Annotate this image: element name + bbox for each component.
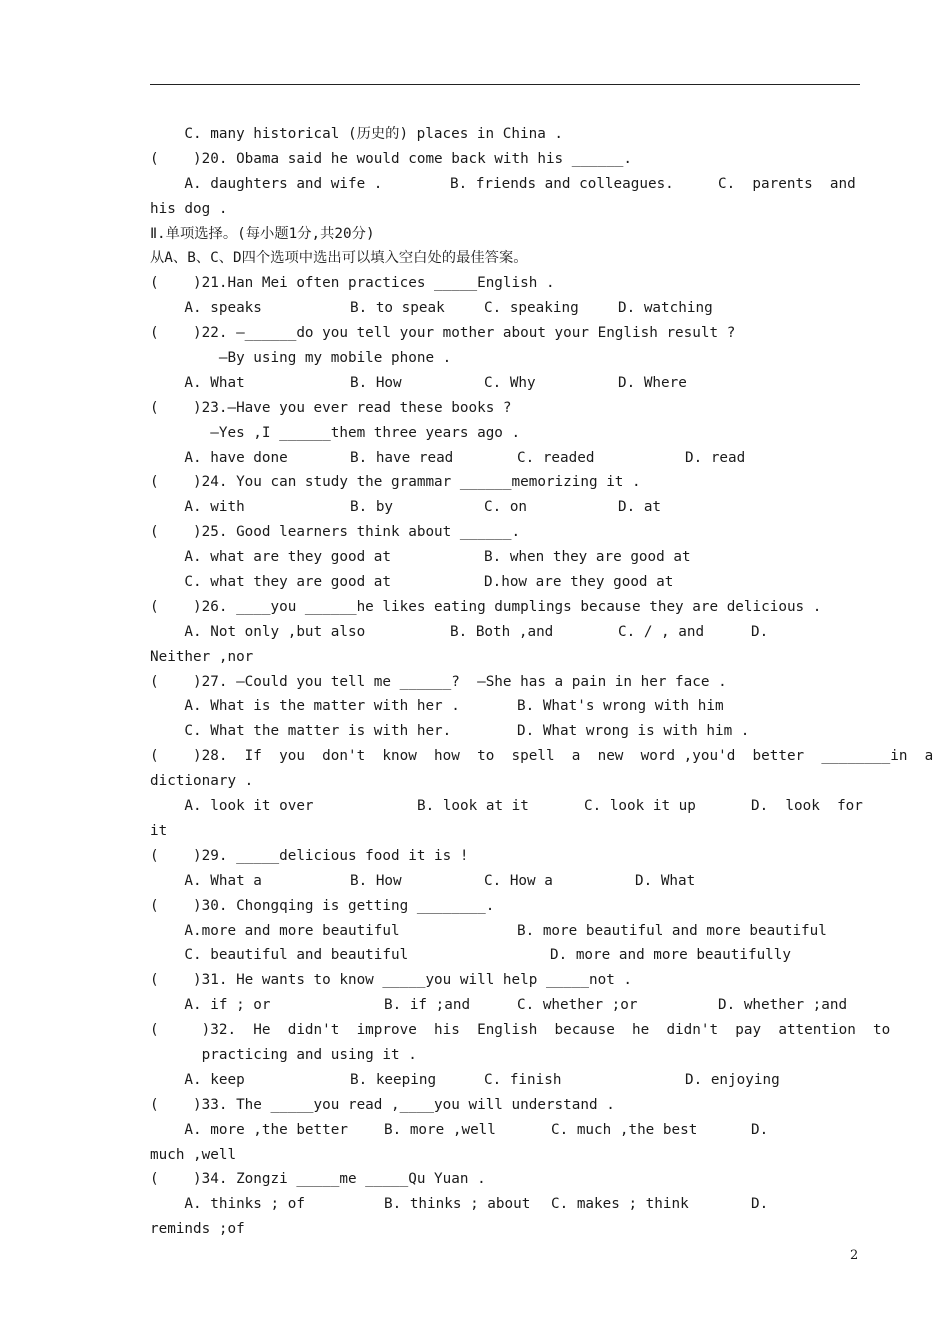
text-segment: C. speaking — [484, 300, 579, 317]
text-segment: A. daughters and wife . — [150, 175, 383, 192]
page-number: 2 — [850, 1248, 859, 1263]
text-segment: C. on — [484, 499, 528, 516]
text-segment: A. have done — [150, 449, 288, 466]
text-segment: D. watching — [618, 300, 713, 317]
text-line — [150, 719, 862, 744]
text-line — [150, 869, 862, 894]
text-segment: C. Why — [484, 374, 536, 391]
text-line — [150, 844, 862, 869]
text-segment: ( )33. The _____you read ,____you will understand . — [150, 1096, 615, 1113]
text-segment: B. by — [350, 499, 394, 516]
text-segment: B. to speak — [350, 300, 445, 317]
text-segment: ( )21.Han Mei often practices _____English . — [150, 275, 555, 292]
text-segment: reminds ;of — [150, 1221, 245, 1238]
text-line — [150, 943, 862, 968]
text-segment: D. enjoying — [685, 1071, 780, 1088]
text-segment: C. finish — [484, 1071, 562, 1088]
text-line — [150, 1093, 862, 1118]
text-line — [150, 794, 862, 819]
text-segment: Neither ,nor — [150, 648, 254, 665]
text-segment: D. at — [618, 499, 662, 516]
text-segment: C. / , and — [618, 623, 705, 640]
text-segment: —By using my mobile phone . — [150, 350, 452, 367]
text-segment: B. if ;and — [384, 997, 471, 1014]
text-line — [150, 670, 862, 695]
text-segment: B. thinks ; about — [384, 1196, 531, 1213]
text-segment: A. Not only ,but also — [150, 623, 366, 640]
text-segment: A. if ; or — [150, 997, 271, 1014]
question-list — [150, 122, 934, 1242]
text-segment: B. Both ,and — [450, 623, 554, 640]
text-segment: ( )31. He wants to know _____you will help _____not . — [150, 972, 633, 989]
text-line — [150, 396, 862, 421]
text-segment: A. look it over — [150, 798, 314, 815]
text-segment: C. what they are good at — [150, 574, 392, 591]
text-line — [150, 1043, 862, 1068]
text-segment: Ⅱ.单项选择。(每小题1分,共20分) — [150, 225, 375, 242]
text-line — [150, 993, 862, 1018]
text-segment: B. How — [350, 872, 402, 889]
text-line — [150, 421, 862, 446]
text-segment: B. friends and colleagues. — [450, 175, 674, 192]
text-line — [150, 1217, 862, 1242]
text-segment: B. What's wrong with him — [517, 698, 724, 715]
text-segment: C. beautiful and beautiful — [150, 947, 409, 964]
text-line — [150, 296, 862, 321]
text-line — [150, 321, 862, 346]
text-segment: ( )22. —______do you tell your mother about your English result ? — [150, 325, 736, 342]
text-segment: ( )32. He didn't improve his English because he didn't pay attention to — [150, 1022, 891, 1039]
text-segment: B. look at it — [417, 798, 529, 815]
text-segment: B. keeping — [350, 1071, 437, 1088]
text-line — [150, 819, 862, 844]
text-line — [150, 172, 862, 197]
text-line — [150, 371, 862, 396]
text-segment: much ,well — [150, 1146, 237, 1163]
text-segment: ( )24. You can study the grammar ______memorizing it . — [150, 474, 641, 491]
text-line — [150, 346, 862, 371]
text-segment: D. read — [685, 449, 746, 466]
text-line — [150, 1167, 862, 1192]
text-segment: D. What — [635, 872, 696, 889]
text-line — [150, 197, 862, 222]
text-segment: B. more ,well — [384, 1121, 496, 1138]
text-line — [150, 620, 862, 645]
text-line — [150, 645, 862, 670]
text-segment: ( )27. —Could you tell me ______? —She has a pain in her face . — [150, 673, 727, 690]
text-segment: ( )20. Obama said he would come back with his ______. — [150, 150, 633, 167]
text-line — [150, 1118, 862, 1143]
text-segment: practicing and using it . — [150, 1046, 417, 1063]
text-segment: ( )28. If you don't know how to spell a new word ,you'd better ________in a — [150, 748, 934, 765]
text-segment: A. thinks ; of — [150, 1196, 305, 1213]
text-segment: B. more beautiful and more beautiful — [517, 922, 827, 939]
text-line — [150, 246, 862, 271]
text-segment: ( )29. _____delicious food it is ! — [150, 847, 469, 864]
text-line — [150, 271, 862, 296]
text-segment: D. — [751, 1196, 769, 1213]
text-segment: —Yes ,I ______them three years ago . — [150, 424, 521, 441]
text-segment: C. readed — [517, 449, 595, 466]
text-segment: C. How a — [484, 872, 553, 889]
text-segment: A. keep — [150, 1071, 245, 1088]
text-line — [150, 222, 862, 247]
text-segment: C. parents and — [718, 175, 856, 192]
text-segment: D. whether ;and — [718, 997, 848, 1014]
text-segment: it — [150, 822, 168, 839]
text-line — [150, 1192, 862, 1217]
text-segment: D. look for — [751, 798, 863, 815]
header-rule — [150, 84, 860, 85]
text-segment: A. more ,the better — [150, 1121, 348, 1138]
text-segment: B. How — [350, 374, 402, 391]
text-segment: A. speaks — [150, 300, 262, 317]
text-line — [150, 1143, 862, 1168]
text-segment: C. What the matter is with her. — [150, 723, 452, 740]
text-segment: dictionary . — [150, 773, 254, 790]
text-line — [150, 147, 862, 172]
text-line — [150, 495, 862, 520]
text-segment: ( )26. ____you ______he likes eating dumplings because they are delicious . — [150, 598, 822, 615]
text-segment: D. — [751, 623, 769, 640]
text-segment: D. — [751, 1121, 769, 1138]
text-segment: C. look it up — [584, 798, 696, 815]
text-line — [150, 744, 934, 769]
text-segment: C. whether ;or — [517, 997, 638, 1014]
text-segment: his dog . — [150, 200, 228, 217]
text-segment: ( )23.—Have you ever read these books ? — [150, 399, 512, 416]
text-segment: A. What a — [150, 872, 262, 889]
text-line — [150, 595, 862, 620]
text-segment: D.how are they good at — [484, 574, 674, 591]
text-segment: ( )34. Zongzi _____me _____Qu Yuan . — [150, 1171, 486, 1188]
text-line — [150, 545, 862, 570]
text-segment: D. Where — [618, 374, 687, 391]
text-segment: B. have read — [350, 449, 454, 466]
text-line — [150, 446, 862, 471]
text-segment: 从A、B、C、D四个选项中选出可以填入空白处的最佳答案。 — [150, 250, 528, 267]
text-segment: A. What — [150, 374, 245, 391]
text-line — [150, 122, 862, 147]
text-segment: A.more and more beautiful — [150, 922, 400, 939]
text-line — [150, 520, 862, 545]
text-line — [150, 894, 862, 919]
text-line — [150, 968, 862, 993]
text-line — [150, 769, 862, 794]
text-line — [150, 1068, 862, 1093]
text-segment: C. many historical (历史的) places in China . — [150, 126, 564, 142]
text-line — [150, 570, 862, 595]
text-segment: ( )30. Chongqing is getting ________. — [150, 897, 495, 914]
text-segment: A. what are they good at — [150, 549, 392, 566]
text-line — [150, 470, 862, 495]
text-segment: A. with — [150, 499, 245, 516]
text-line — [150, 919, 862, 944]
text-segment: C. much ,the best — [551, 1121, 698, 1138]
text-segment: A. What is the matter with her . — [150, 698, 460, 715]
text-segment: C. makes ; think — [551, 1196, 689, 1213]
text-segment: D. What wrong is with him . — [517, 723, 750, 740]
text-line — [150, 1018, 891, 1043]
text-segment: ( )25. Good learners think about ______. — [150, 524, 521, 541]
text-line — [150, 694, 862, 719]
text-segment: B. when they are good at — [484, 549, 691, 566]
text-segment: D. more and more beautifully — [550, 947, 792, 964]
